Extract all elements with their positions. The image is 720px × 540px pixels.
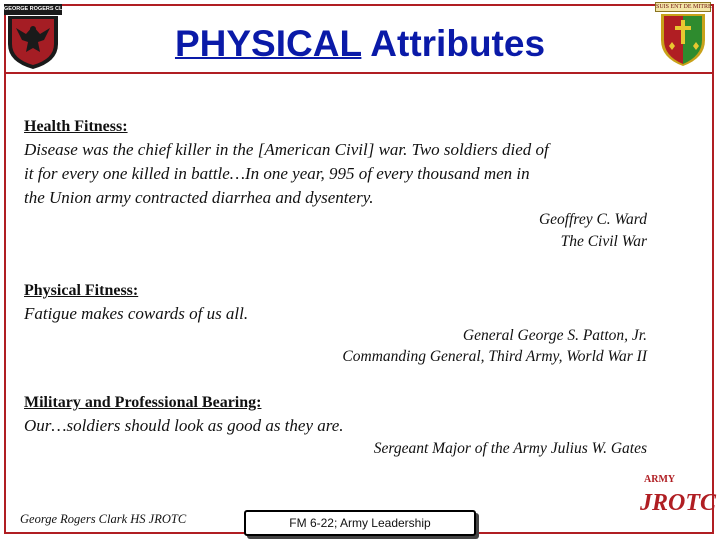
quote-line: Fatigue makes cowards of us all. [24, 304, 249, 323]
attribution-line: Commanding General, Third Army, World War II [342, 348, 647, 365]
crest-scroll-text: SUIS ENT DE MITRE [656, 4, 712, 10]
attribution-line: Geoffrey C. Ward [538, 211, 647, 228]
section-heading: Physical Fitness: [24, 282, 139, 299]
section-heading: Health Fitness: [24, 118, 128, 135]
title-underlined-word: PHYSICAL [174, 23, 362, 64]
section-heading: Military and Professional Bearing: [24, 394, 262, 411]
attribution-line: General George S. Patton, Jr. [462, 327, 647, 344]
footer-school-name: George Rogers Clark HS JROTC [20, 512, 187, 526]
quote-line: it for every one killed in battle…In one year, 995 of every thousand men in [24, 164, 530, 183]
title-divider [4, 72, 714, 74]
section-military-bearing [24, 392, 664, 438]
jrotc-logo [638, 470, 717, 520]
quote-line: Our…soldiers should look as good as they are. [24, 416, 344, 435]
crest-band-text: GEORGE ROGERS CLARK [4, 4, 62, 15]
page-title [0, 22, 720, 66]
attribution-line: The Civil War [560, 233, 647, 250]
section-physical-fitness [24, 280, 664, 326]
logo-top-text: ARMY [644, 474, 676, 485]
title-rest: Attributes [361, 23, 546, 64]
attribution-line: Sergeant Major of the Army Julius W. Gates [373, 440, 647, 457]
quote-line: the Union army contracted diarrhea and dysentery. [24, 188, 374, 207]
section-health-fitness [24, 116, 664, 210]
logo-bottom-text: JROTC [640, 490, 717, 516]
footer-reference-box: FM 6-22; Army Leadership [244, 510, 476, 536]
quote-line: Disease was the chief killer in the [American Civil] war. Two soldiers died of [24, 140, 549, 159]
